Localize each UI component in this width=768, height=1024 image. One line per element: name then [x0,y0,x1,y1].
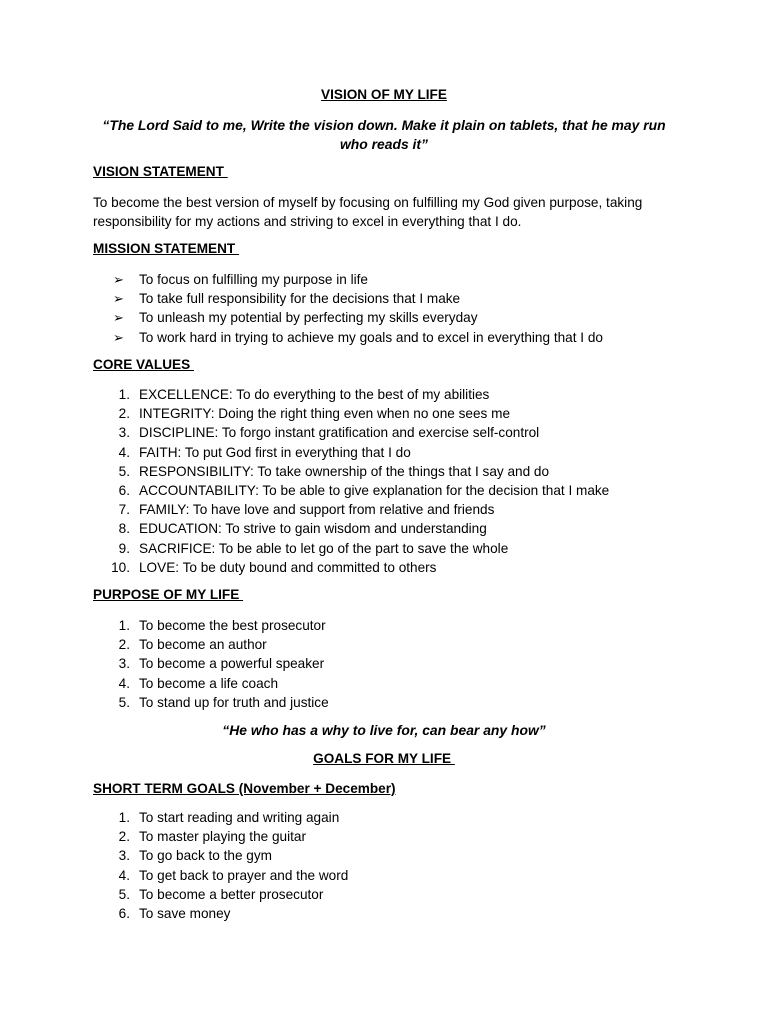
list-item: 3. DISCIPLINE: To forgo instant gratification and exercise self-control [118,425,540,441]
mission-statement-heading: MISSION STATEMENT [93,241,240,256]
arrowhead-bullet-icon: ➢ [113,329,124,345]
short-term-goals-list [0,808,768,923]
list-item: 7. FAMILY: To have love and support from relative and friends [118,502,495,518]
list-item: 6. To save money [118,905,231,921]
list-item: 1. To become the best prosecutor [118,618,326,633]
short-term-goals-heading: SHORT TERM GOALS (November + December) [93,781,396,796]
list-item: 2. To master playing the guitar [118,829,306,845]
list-item: 2. INTEGRITY: Doing the right thing even when no one sees me [118,406,511,422]
purpose-list [0,616,768,712]
list-item: ➢ To unleash my potential by perfecting my skills everyday [0,308,768,327]
list-item: 4. FAITH: To put God first in everything that I do [118,444,411,460]
list-item: 4. To become a life coach [118,675,279,691]
list-item: 1. To start reading and writing again [118,810,340,825]
opening-quote: “The Lord Said to me, Write the vision down. Make it plain on tablets, that he may run who reads it” [102,117,666,152]
list-item: 5. To become a better prosecutor [118,886,324,902]
list-item: ➢ To focus on fulfilling my purpose in life [0,270,768,289]
arrowhead-bullet-icon: ➢ [113,272,124,287]
list-item: ➢ To take full responsibility for the decisions that I make [0,289,768,308]
list-item: 5. RESPONSIBILITY: To take ownership of the things that I say and do [118,463,550,479]
list-item: 3. To go back to the gym [118,848,272,864]
list-item: 3. To become a powerful speaker [118,656,325,672]
vision-statement-heading: VISION STATEMENT [93,164,228,179]
list-item: 8. EDUCATION: To strive to gain wisdom and understanding [118,521,487,537]
core-values-heading: CORE VALUES [93,357,194,372]
list-item: 6. ACCOUNTABILITY: To be able to give explanation for the decision that I make [118,482,610,498]
list-item: 9. SACRIFICE: To be able to let go of the part to save the whole [118,540,509,556]
list-item: 1. EXCELLENCE: To do everything to the best of my abilities [118,387,490,402]
list-item: 4. To get back to prayer and the word [118,867,349,883]
purpose-heading: PURPOSE OF MY LIFE [93,587,244,602]
list-item: ➢ To work hard in trying to achieve my goals and to excel in everything that I do [0,328,768,347]
core-values-list [0,385,768,577]
list-item: 2. To become an author [118,637,267,653]
why-quote: “He who has a why to live for, can bear any how” [222,722,546,738]
list-item: 5. To stand up for truth and justice [118,694,329,710]
vision-statement-text: To become the best version of myself by focusing on fulfilling my God given purpose, taking responsibility for my actions and striving to excel in everything that I do. [93,195,643,230]
arrowhead-bullet-icon: ➢ [113,291,124,307]
goals-heading: GOALS FOR MY LIFE [313,751,455,766]
mission-list [0,270,768,347]
list-item: 10. LOVE: To be duty bound and committed to others [111,559,437,575]
arrowhead-bullet-icon: ➢ [113,310,124,326]
page-title: VISION OF MY LIFE [321,87,447,102]
